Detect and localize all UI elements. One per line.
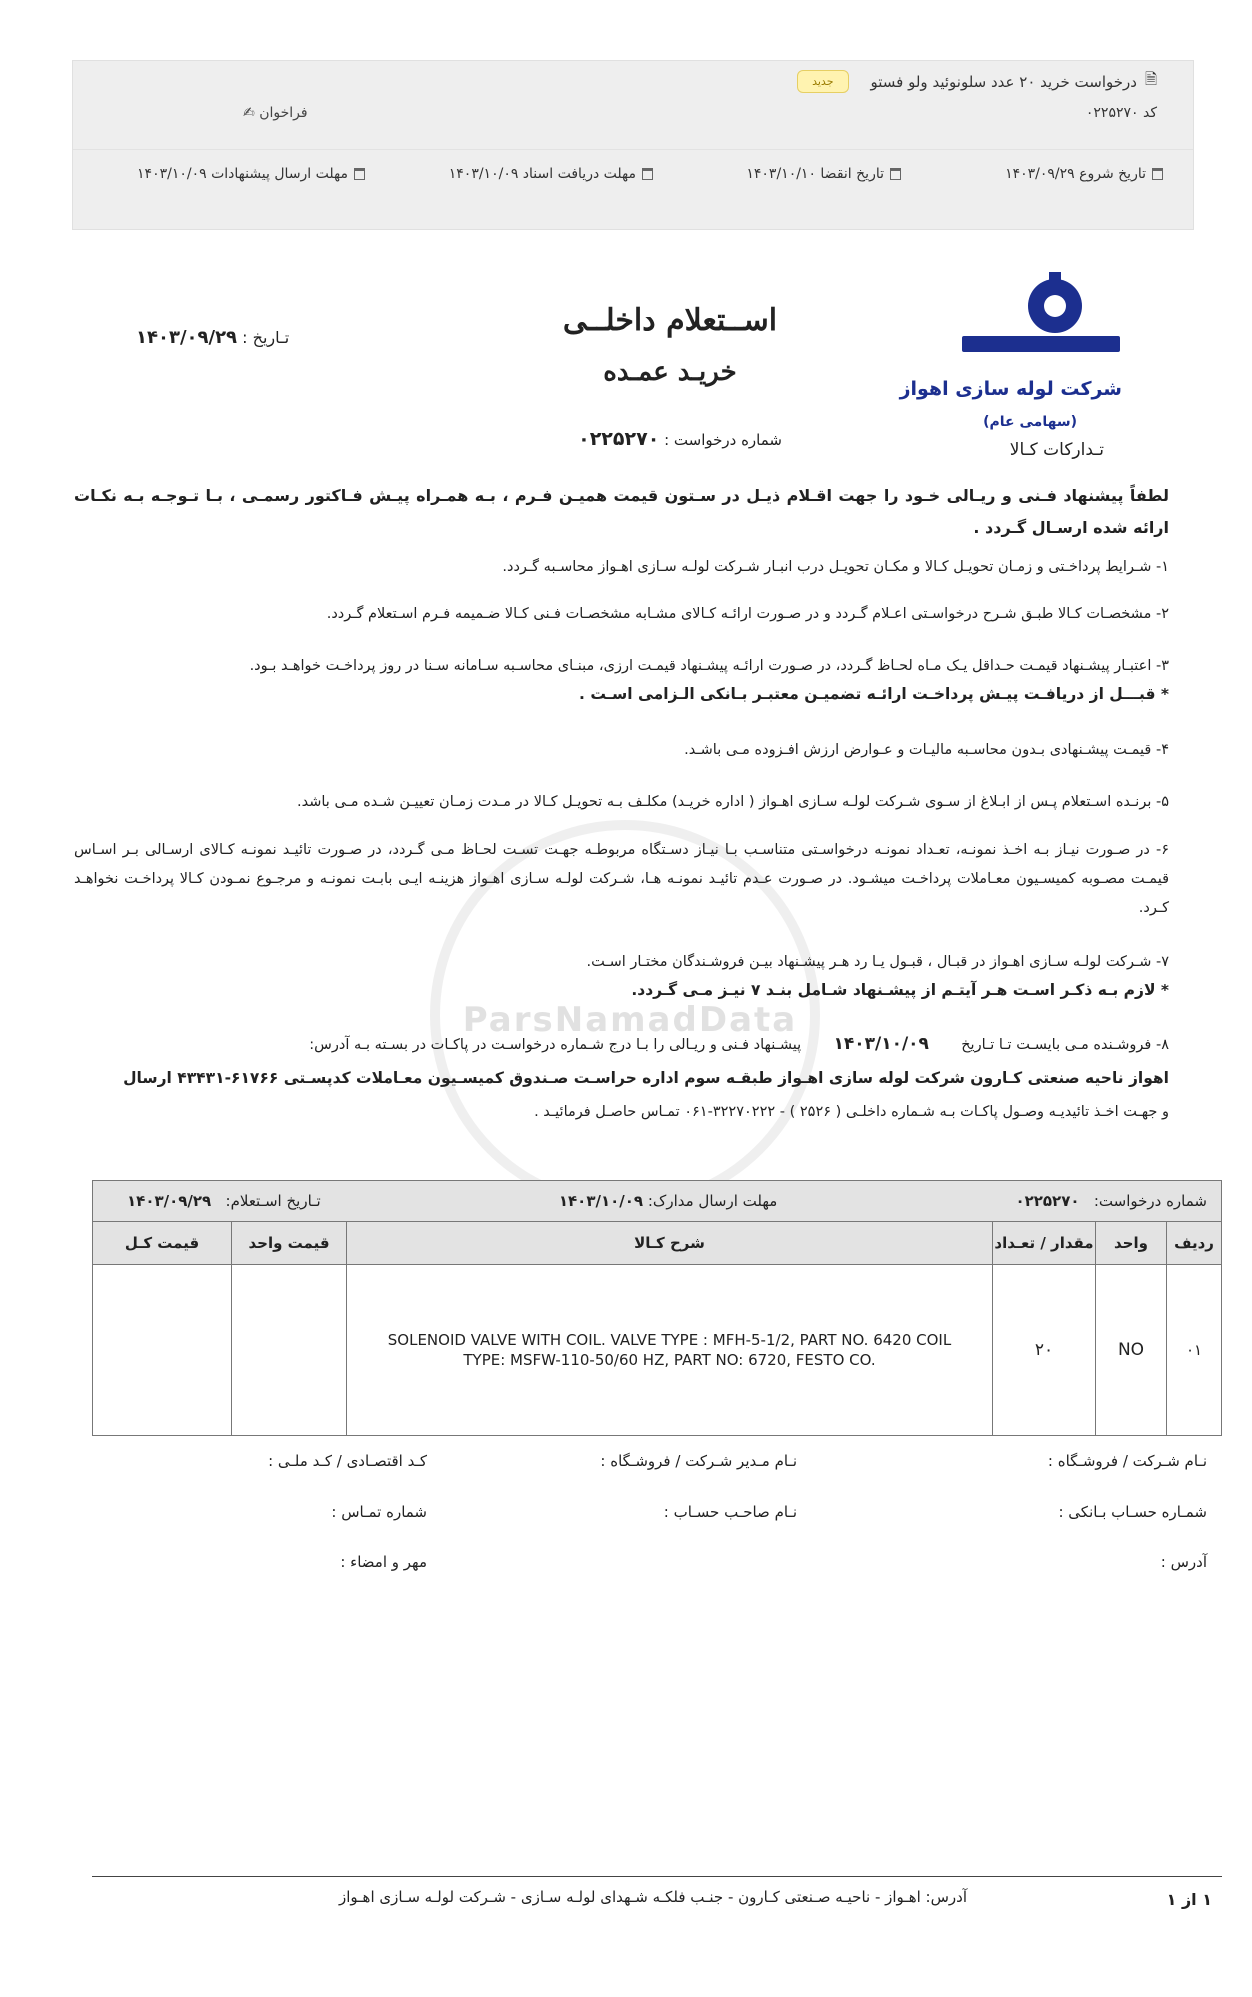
table-meta-row <box>93 1181 1222 1222</box>
description-line-1: SOLENOID VALVE WITH COIL. VALVE TYPE : MFH-5-1/2, PART NO. 6420 COIL <box>387 1331 952 1349</box>
meta-date-label: تـاریخ اسـتعلام: <box>225 1192 321 1210</box>
request-number-line <box>578 428 782 450</box>
description-line-2: TYPE: MSFW-110-50/60 HZ, PART NO: 6720, FESTO CO. <box>463 1351 876 1369</box>
calendar-icon <box>354 168 365 180</box>
call-label: فراخوان <box>259 105 308 121</box>
tender-header-panel <box>72 60 1194 230</box>
department: تـدارکات کـالا <box>1009 440 1104 460</box>
company-name: شرکت لوله سازی اهواز <box>899 378 1122 400</box>
letter-date-label: تـاریخ : <box>242 328 290 347</box>
offer-deadline <box>137 166 365 182</box>
meta-date <box>127 1192 321 1210</box>
tender-title[interactable]: درخواست خرید ۲۰ عدد سلونوئید ولو فستو <box>870 72 1137 91</box>
expire-date-text: تاریخ انقضا ۱۴۰۳/۱۰/۱۰ <box>746 166 884 182</box>
field-phone: شماره تمـاس : <box>331 1503 427 1521</box>
page-number: ۱ از ۱ <box>1166 1890 1212 1909</box>
clause-8-address: اهواز ناحیه صنعتی کـارون شرکت لوله سازی اهـواز طبقـه سوم اداره حراسـت صـندوق کمیسـیون معـاملات کدپسـتی ۶۱۷۶۶-۴۳۴۳۱ ارسال <box>123 1069 1169 1087</box>
megaphone-icon: ✍ <box>243 105 255 121</box>
col-row: ردیف <box>1167 1222 1222 1265</box>
col-qty: مقدار / تعـداد <box>993 1222 1096 1265</box>
meta-request-label: شماره درخواست: <box>1093 1192 1207 1210</box>
meta-deadline-label: مهلت ارسال مدارک: <box>647 1192 778 1210</box>
field-address: آدرس : <box>1160 1553 1207 1571</box>
field-manager: نـام مـدیر شـرکت / فروشـگاه : <box>600 1452 797 1470</box>
tender-dates-row <box>73 149 1193 200</box>
company-logo-icon <box>1005 272 1105 334</box>
logo-band <box>962 336 1120 352</box>
clause-8 <box>74 1030 1169 1060</box>
watermark-text: ParsNamadData <box>462 1000 798 1040</box>
table-meta-cell <box>93 1181 1222 1222</box>
company-type: (سهامی عام) <box>983 414 1077 430</box>
calendar-icon <box>642 168 653 180</box>
col-unit: واحد <box>1096 1222 1167 1265</box>
letter-title: اســتعلام داخلــی <box>562 303 778 338</box>
clause-8-contact: و جهـت اخـذ تائیدیـه وصـول پاکـات بـه شـماره داخلـی ( ۲۵۲۶ ) - ۳۲۲۷۰۲۲۲-۰۶۱ تمـاس حاصـل فرمائیـد . <box>534 1104 1169 1120</box>
doc-deadline <box>449 166 653 182</box>
clause-6: ۶- در صـورت نیـاز بـه اخـذ نمونـه، تعـداد نمونـه درخواسـتی متناسـب بـا نیـاز دسـتگاه مربوطـه جهـت تسـت لحـاظ مـی گـردد، در صـورت تائیـد نمونـه کـالای ارسـالی بـر اسـاس قیمـت مصـوبه کمیسـیون معـاملات پرداخـت میشـود. در صـورت عـدم تائیـد نمونـه هـا، شـرکت لولـه سـازی اهـواز هزینـه ایـی بابـت نمونـه و مرجـوع نمـودن کـالا پرداخـت نخواهـد کـرد. <box>74 842 1169 916</box>
intro-paragraph: لطفاً پیشنهاد فـنی و ریـالی خـود را جهت اقـلام ذیـل در سـتون قیمت همیـن فـرم ، بـه همـراه پیـش فـاکتور رسمـی ، بـا تـوجـه بـه نکـات ارائه شده ارسـال گـردد . <box>74 486 1169 537</box>
meta-request-value: ۰۲۲۵۲۷۰ <box>1015 1192 1080 1210</box>
meta-deadline-value: ۱۴۰۳/۱۰/۰۹ <box>558 1192 644 1210</box>
letter-date <box>136 327 289 348</box>
cell-unit: NO <box>1096 1265 1167 1436</box>
field-seal-signature: مهر و امضاء : <box>340 1553 427 1571</box>
new-badge: جدید <box>797 70 848 93</box>
request-number-label: شماره درخواست : <box>664 431 782 449</box>
meta-request <box>1015 1192 1207 1210</box>
calendar-icon <box>890 168 901 180</box>
cell-unit-price[interactable] <box>232 1265 347 1436</box>
clause-8-start: ۸- فروشـنده مـی بایسـت تـا تـاریخ <box>961 1037 1169 1053</box>
call-category[interactable] <box>243 105 308 121</box>
request-number: ۰۲۲۵۲۷۰ <box>578 428 660 450</box>
cell-description <box>347 1265 993 1436</box>
col-description: شرح کـالا <box>347 1222 993 1265</box>
expire-date <box>746 166 901 182</box>
clause-8-date: ۱۴۰۳/۱۰/۰۹ <box>833 1034 929 1054</box>
clause-7: ۷- شـرکت لولـه سـازی اهـواز در قبـال ، قبـول یـا رد هـر پیشـنهاد بیـن فروشـندگان مختـار اسـت. <box>586 954 1169 970</box>
table-row <box>93 1265 1222 1436</box>
clause-8-middle: پیشـنهاد فـنی و ریـالی را بـا درج شـماره درخواسـت در پاکـات در بسـته بـه آدرس: <box>309 1037 802 1053</box>
field-bank-account: شمـاره حسـاب بـانکی : <box>1058 1503 1207 1521</box>
clause-1: ۱- شـرایط پرداخـتی و زمـان تحویـل کـالا و مکـان تحویـل درب انبـار شـرکت لولـه سـازی اهـواز محاسـبه گـردد. <box>502 559 1169 575</box>
clause-2: ۲- مشخصـات کـالا طبـق شـرح درخواسـتی اعـلام گـردد و در صـورت ارائـه کـالای مشـابه مشخصـات فـنی کـالا ضـمیمه فـرم اسـتعلام گـردد. <box>326 606 1169 622</box>
meta-deadline <box>559 1192 777 1210</box>
start-date-text: تاریخ شروع ۱۴۰۳/۰۹/۲۹ <box>1005 166 1146 182</box>
cell-total[interactable] <box>93 1265 232 1436</box>
items-table <box>92 1180 1222 1436</box>
clause-3-note: * قبـــل از دریافـت پیـش پرداخـت ارائـه تضمیـن معتبـر بـانکی الـزامی اسـت . <box>579 685 1169 703</box>
footer-divider <box>92 1876 1222 1877</box>
clause-3: ۳- اعتبـار پیشـنهاد قیمـت حـداقل یـک مـاه لحـاظ گـردد، در صـورت ارائـه پیشـنهاد قیمـت ارزی، مبنـای محاسـبه سـامانه سـنا در روز پرداخـت خواهـد بـود. <box>249 658 1169 674</box>
col-total: قیمت کـل <box>93 1222 232 1265</box>
footer-address: آدرس: اهـواز - ناحیـه صـنعتی کـارون - جنـب فلکـه شـهدای لولـه سـازی - شـرکت لولـه سـازی اهـواز <box>339 1888 967 1906</box>
clause-5: ۵- برنـده اسـتعلام پـس از ابـلاغ از سـوی شـرکت لولـه سـازی اهـواز ( اداره خریـد) مکلـف بـه تحویـل کـالا در مـدت زمـان تعییـن شـده مـی باشد. <box>297 794 1169 810</box>
col-unit-price: قیمت واحد <box>232 1222 347 1265</box>
tender-title-row[interactable] <box>797 69 1157 94</box>
meta-date-value: ۱۴۰۳/۰۹/۲۹ <box>127 1192 212 1210</box>
start-date <box>1005 166 1163 182</box>
tender-code: کد ۰۲۲۵۲۷۰ <box>1085 105 1157 121</box>
table-header-row <box>93 1222 1222 1265</box>
doc-deadline-text: مهلت دریافت اسناد ۱۴۰۳/۱۰/۰۹ <box>448 166 636 182</box>
letter-date-value: ۱۴۰۳/۰۹/۲۹ <box>136 327 238 348</box>
calendar-icon <box>1152 168 1163 180</box>
cell-row: ۰۱ <box>1167 1265 1222 1436</box>
clause-7-note: * لازم بـه ذکـر اسـت هـر آیتـم از پیشـنهاد شـامل بنـد ۷ نیـز مـی گـردد. <box>631 981 1169 999</box>
cell-qty: ۲۰ <box>993 1265 1096 1436</box>
field-economic-code: کـد اقتصـادی / کـد ملـی : <box>268 1452 427 1470</box>
field-company: نـام شـرکت / فروشـگاه : <box>1047 1452 1207 1470</box>
document-icon: 🗎 <box>1144 70 1157 88</box>
field-account-holder: نـام صاحـب حسـاب : <box>663 1503 797 1521</box>
offer-deadline-text: مهلت ارسال پیشنهادات ۱۴۰۳/۱۰/۰۹ <box>137 166 348 182</box>
letter-subtitle: خریـد عمـده <box>603 357 737 387</box>
clause-4: ۴- قیمـت پیشـنهادی بـدون محاسـبه مالیـات و عـوارض ارزش افـزوده مـی باشـد. <box>684 742 1169 758</box>
